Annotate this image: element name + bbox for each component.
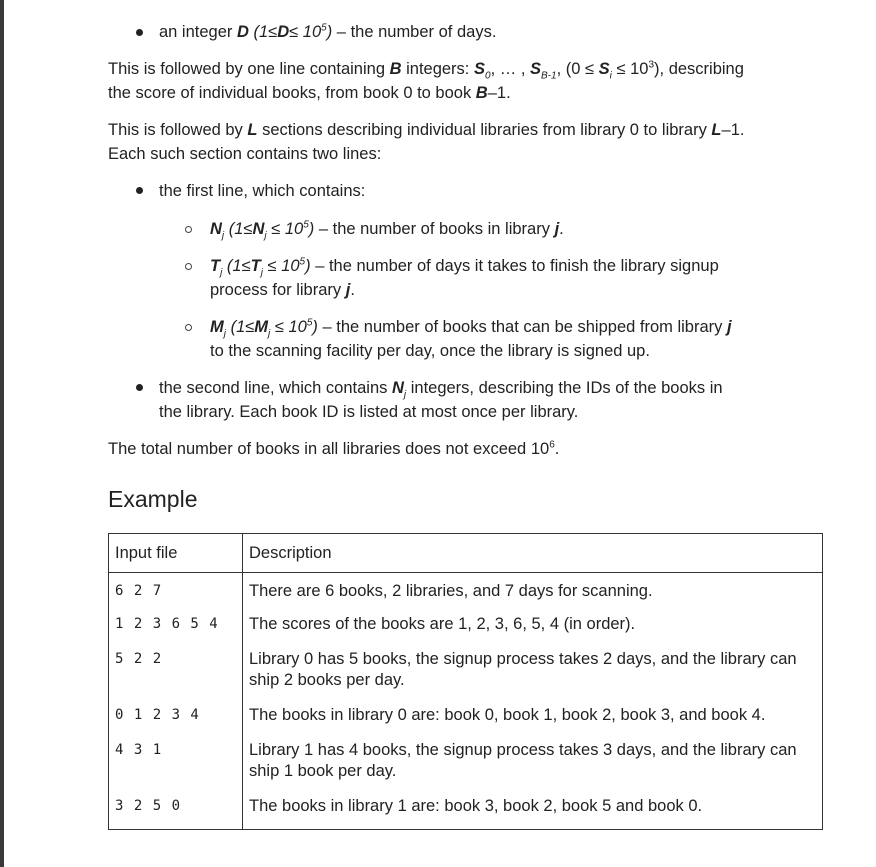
input-cell: 5 2 2: [109, 643, 243, 699]
days-param-line: an integer D $(1\le D\le 10^5)$ – the number of days.: [159, 22, 497, 41]
table-header-row: [109, 534, 823, 573]
libraries-paragraph-line-2: Each such section contains two lines:: [108, 145, 382, 163]
table-row: [109, 643, 823, 699]
tj-param-line-2: process for library j.: [210, 281, 355, 299]
description-cell: Library 1 has 4 books, the signup process takes 3 days, and the library can ship 1 book per day.: [243, 734, 823, 790]
table-row: [109, 699, 823, 734]
bullet-icon: [136, 384, 143, 391]
description-cell: The books in library 0 are: book 0, book 1, book 2, book 3, and book 4.: [243, 699, 823, 734]
input-cell: 3 2 5 0: [109, 790, 243, 830]
table-row: [109, 608, 823, 643]
circle-bullet-icon: [185, 324, 192, 331]
circle-bullet-icon: [185, 226, 192, 233]
input-cell: 1 2 3 6 5 4: [109, 608, 243, 643]
input-cell: 6 2 7: [109, 573, 243, 609]
bullet-icon: [136, 187, 143, 194]
table-row: [109, 790, 823, 830]
total-books-note: The total number of books in all libraries does not exceed $10^6$.: [108, 439, 560, 458]
table-row: [109, 573, 823, 609]
bullet-icon: [136, 29, 143, 36]
example-heading: Example: [108, 486, 198, 512]
input-file-header: Input file: [109, 534, 243, 573]
description-cell: Library 0 has 5 books, the signup process takes 2 days, and the library can ship 2 books per day.: [243, 643, 823, 699]
input-cell: 4 3 1: [109, 734, 243, 790]
first-line-label: the first line, which contains:: [159, 182, 366, 200]
circle-bullet-icon: [185, 263, 192, 270]
description-header: Description: [243, 534, 823, 573]
tj-param-line-1: $T_j$ $(1\le T_j \le 10^5)$ – the number of days it takes to finish the library signup: [210, 256, 719, 279]
description-cell: The scores of the books are 1, 2, 3, 6, 5, 4 (in order).: [243, 608, 823, 643]
description-cell: There are 6 books, 2 libraries, and 7 days for scanning.: [243, 573, 823, 609]
libraries-paragraph-line-1: This is followed by L sections describing individual libraries from library 0 to library L–1.: [108, 121, 745, 139]
scores-paragraph-line-2: the score of individual books, from book 0 to book B–1.: [108, 84, 511, 102]
mj-param-line-2: to the scanning facility per day, once the library is signed up.: [210, 342, 650, 360]
second-line-text-1: the second line, which contains $N_j$ integers, describing the IDs of the books in: [159, 379, 723, 401]
mj-param-line-1: $M_j$ $(1\le M_j \le 10^5)$ – the number of books that can be shipped from library j: [210, 317, 732, 340]
table-row: [109, 734, 823, 790]
nj-param-line: $N_j$ $(1\le N_j \le 10^5)$ – the number of books in library j.: [210, 219, 564, 242]
second-line-text-2: the library. Each book ID is listed at most once per library.: [159, 403, 579, 421]
input-cell: 0 1 2 3 4: [109, 699, 243, 734]
description-cell: The books in library 1 are: book 3, book 2, book 5 and book 0.: [243, 790, 823, 830]
example-table: [108, 533, 823, 830]
scores-paragraph-line-1: This is followed by one line containing B integers: $S_0$, … , $S_{B-1}$, $(0 \le S_i \le 10^3)$, describing: [108, 59, 744, 82]
